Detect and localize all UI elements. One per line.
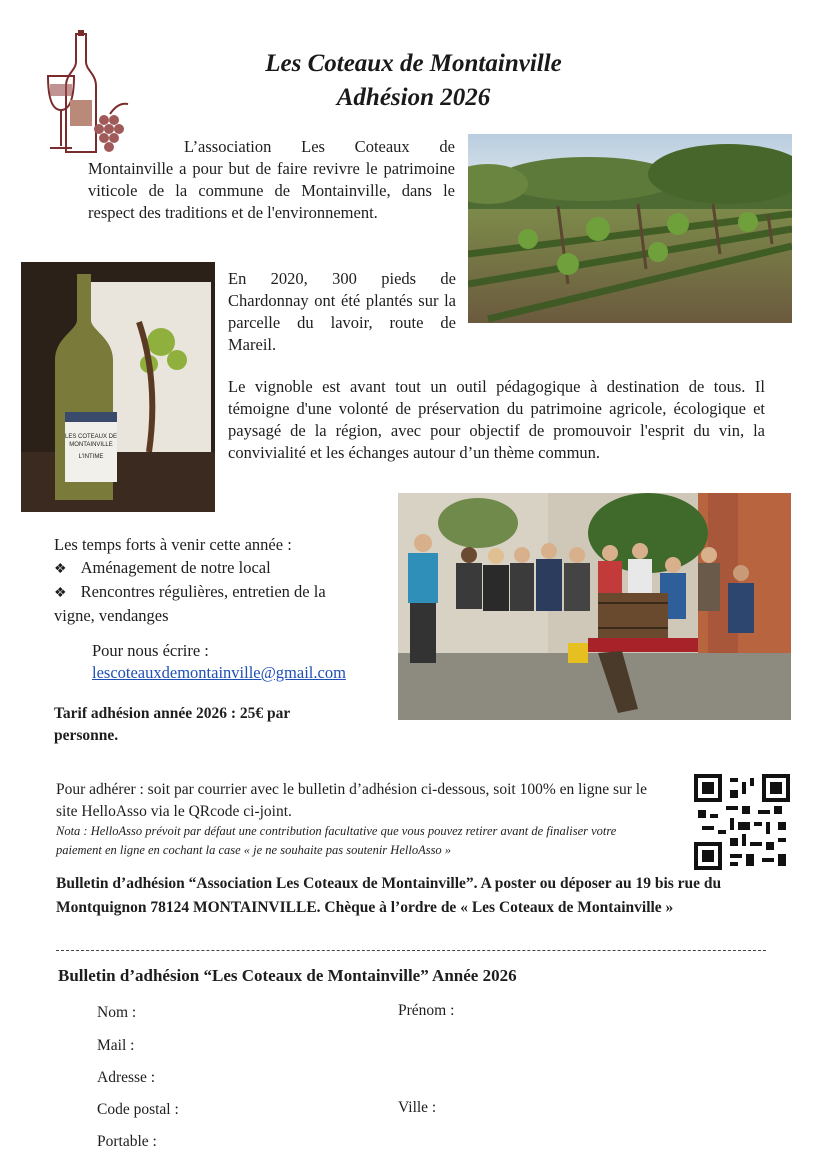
bullet-icon: ❖ (54, 562, 67, 577)
event-item-2: ❖ Rencontres régulières, entretien de la vigne, vendanges (54, 582, 326, 625)
intro-paragraph-3: Le vignoble est avant tout un outil pédagogique à destination de tous. Il témoigne d'une volonté de préservation du patrimoine agricole, écologique et paysagé de la région, avec pour objectif de promouvoir l'esprit du vin, la convivialité et les échanges autour d’un thème commun. (228, 377, 765, 462)
ville-label: Ville : (398, 1099, 437, 1116)
events-heading: Les temps forts à venir cette année : (54, 535, 292, 554)
code-postal-label: Code postal : (97, 1101, 179, 1118)
bottle-label-line-1: LES COTEAUX DE (65, 434, 118, 440)
qr-code[interactable] (694, 774, 790, 870)
adresse-label: Adresse : (97, 1069, 156, 1086)
portable-label: Portable : (97, 1133, 157, 1150)
bottle-label-line-3: L'INTIME (78, 454, 104, 460)
form-title: Bulletin d’adhésion “Les Coteaux de Montainville” Année 2026 (58, 966, 517, 985)
bullet-icon: ❖ (54, 586, 67, 601)
tarif-text: Tarif adhésion année 2026 : 25€ par personne. (54, 705, 290, 744)
event-item-1: ❖ Aménagement de notre local (54, 558, 271, 577)
cut-line (56, 950, 766, 951)
intro-paragraph-1: L’association Les Coteaux de Montainville a pour but de faire revivre le patrimoine viticole de la commune de Montainville, dans le respect des traditions et de l'environnement. (88, 137, 455, 222)
page-subtitle: Adhésion 2026 (336, 84, 491, 111)
bulletin-info: Bulletin d’adhésion “Association Les Coteaux de Montainville”. A poster ou déposer au 19 bis rue du Montquignon 78124 MONTAINVILLE. Chèque à l’ordre de « Les Coteaux de Montainville » (56, 875, 722, 916)
bottle-label-line-2: MONTAINVILLE (69, 442, 113, 448)
group-photo (398, 493, 791, 720)
nom-label: Nom : (97, 1004, 137, 1021)
page-title: Les Coteaux de Montainville (265, 50, 562, 77)
intro-paragraph-2: En 2020, 300 pieds de Chardonnay ont été plantés sur la parcelle du lavoir, route de Mareil. (228, 269, 456, 354)
vineyard-photo (468, 134, 792, 323)
nota-text: Nota : HelloAsso prévoit par défaut une contribution facultative que vous pouvez retirer avant de finaliser votre paiement en ligne en cochant la case « je ne souhaite pas soutenir HelloAsso » (56, 824, 617, 857)
prenom-label: Prénom : (398, 1002, 455, 1019)
contact-label: Pour nous écrire : (92, 641, 209, 660)
wine-bottle-photo (21, 262, 215, 512)
email-link[interactable]: lescoteauxdemontainville@gmail.com (92, 663, 346, 682)
mail-label: Mail : (97, 1037, 135, 1054)
adherer-text: Pour adhérer : soit par courrier avec le bulletin d’adhésion ci-dessous, soit 100% en ligne sur le site HelloAsso via le QRcode ci-joint. (56, 781, 647, 820)
